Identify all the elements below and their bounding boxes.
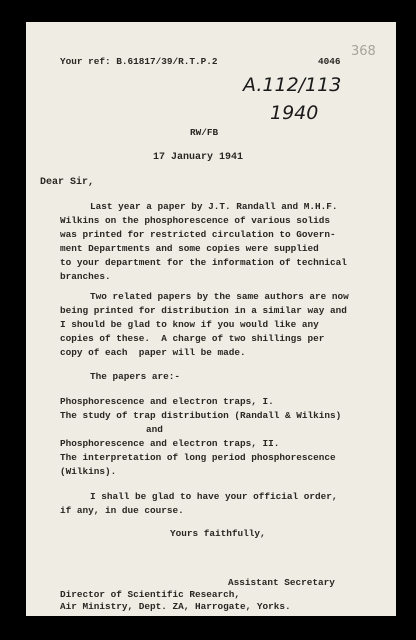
paper-conjunction: and [146, 424, 163, 435]
signatory-title: Assistant Secretary [228, 577, 335, 588]
salutation: Dear Sir, [40, 177, 95, 188]
paragraph2-line: being printed for distribution in a similar way and [60, 305, 347, 316]
paragraph2-line: Two related papers by the same authors are now [90, 291, 349, 302]
paper-title-line: Phosphorescence and electron traps, I. [60, 396, 274, 407]
paper-title-line: The study of trap distribution (Randall & Wilkins) [60, 410, 342, 421]
papers-intro: The papers are:- [90, 371, 181, 382]
handwritten-year: 1940 [270, 102, 319, 124]
paragraph1-line: was printed for restricted circulation to Govern- [60, 229, 336, 240]
paragraph1-line: branches. [60, 271, 111, 282]
closing-request-line: if any, in due course. [60, 505, 184, 516]
typist-initials: RW/FB [190, 127, 219, 138]
reference-line: Your ref: B.61817/39/R.T.P.2 [60, 56, 218, 67]
letter-page [26, 22, 396, 616]
paragraph2-line: I should be glad to know if you would like any [60, 319, 319, 330]
paragraph1-line: to your department for the information of technical [60, 257, 347, 268]
closing-request-line: I shall be glad to have your official order, [90, 491, 338, 502]
paper-title-line: The interpretation of long period phosphorescence [60, 452, 336, 463]
paragraph1-line: Last year a paper by J.T. Randall and M.H.F. [90, 201, 338, 212]
signoff: Yours faithfully, [170, 528, 266, 539]
paragraph1-line: ment Departments and some copies were supplied [60, 243, 319, 254]
paper-title-line: (Wilkins). [60, 466, 117, 477]
pencil-folio-number: 368 [351, 44, 376, 59]
paragraph2-line: copies of these. A charge of two shillings per [60, 333, 325, 344]
paragraph1-line: Wilkins on the phosphorescence of various solids [60, 215, 331, 226]
paragraph2-line: copy of each paper will be made. [60, 347, 246, 358]
addressee-line: Air Ministry, Dept. ZA, Harrogate, Yorks. [60, 601, 291, 612]
addressee-line: Director of Scientific Research, [60, 589, 241, 600]
letter-date: 17 January 1941 [153, 152, 244, 163]
handwritten-reference: A.112/113 [243, 74, 342, 96]
paper-title-line: Phosphorescence and electron traps, II. [60, 438, 280, 449]
document-number: 4046 [318, 56, 341, 67]
